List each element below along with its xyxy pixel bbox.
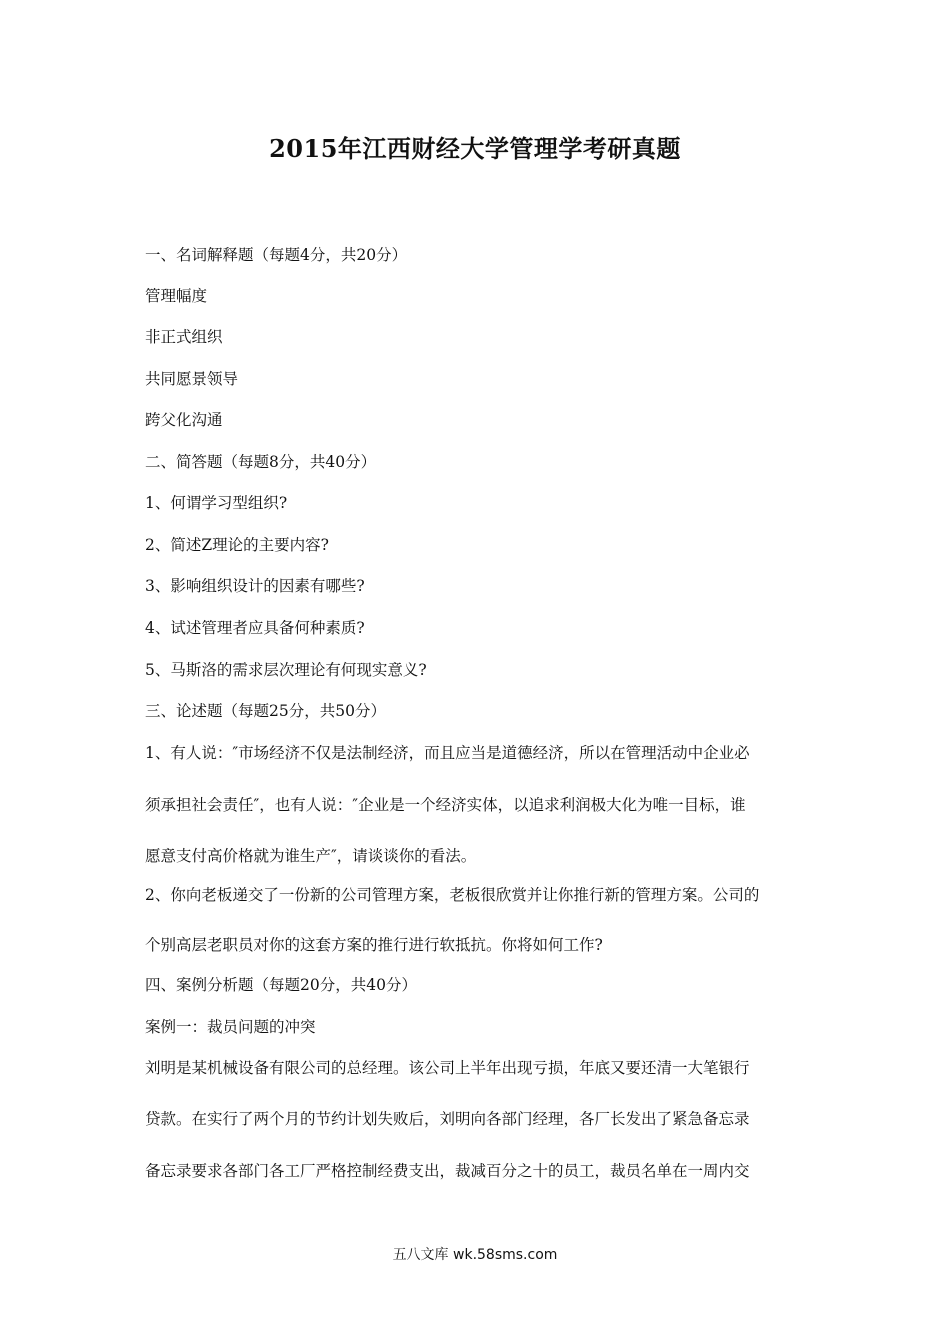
text-line: 5、马斯洛的需求层次理论有何现实意义? (145, 661, 427, 679)
text-line: 个别高层老职员对你的这套方案的推行进行软抵抗。你将如何工作? (145, 936, 603, 954)
text-line: 4、试述管理者应具备何种素质? (145, 619, 365, 637)
text-line: 跨父化沟通 (145, 411, 223, 429)
text-line: 案例一：裁员问题的冲突 (145, 1018, 316, 1036)
text-line: 管理幅度 (145, 287, 208, 305)
section-heading-terms: 一、名词解释题（每题4分，共20分） (145, 246, 408, 264)
text-line: 1、何谓学习型组织? (145, 494, 288, 512)
text-line: 备忘录要求各部门各工厂严格控制经费支出，裁减百分之十的员工，裁员名单在一周内交 (145, 1162, 750, 1180)
section-heading-essay: 三、论述题（每题25分，共50分） (145, 702, 386, 720)
text-line: 贷款。在实行了两个月的节约计划失败后，刘明向各部门经理，各厂长发出了紧急备忘录 (145, 1110, 750, 1128)
text-line: 3、影响组织设计的因素有哪些? (145, 577, 365, 595)
footer-watermark: 五八文库 wk.58sms.com (392, 1247, 558, 1263)
text-line: 共同愿景领导 (145, 370, 239, 388)
text-line: 1、有人说：″市场经济不仅是法制经济，而且应当是道德经济，所以在管理活动中企业必 (145, 744, 750, 762)
document-title: 2015年江西财经大学管理学考研真题 (269, 134, 681, 163)
section-heading-short-answer: 二、简答题（每题8分，共40分） (145, 453, 377, 471)
text-line: 2、简述Z理论的主要内容? (145, 536, 329, 554)
text-line: 刘明是某机械设备有限公司的总经理。该公司上半年出现亏损，年底又要还清一大笔银行 (145, 1059, 750, 1077)
text-line: 须承担社会责任″，也有人说：″企业是一个经济实体，以追求利润极大化为唯一目标，谁 (145, 796, 746, 814)
section-heading-case-analysis: 四、案例分析题（每题20分，共40分） (145, 976, 417, 994)
text-line: 非正式组织 (145, 328, 223, 346)
text-line: 愿意支付高价格就为谁生产″，请谈谈你的看法。 (145, 847, 477, 865)
text-line: 2、你向老板递交了一份新的公司管理方案，老板很欣赏并让你推行新的管理方案。公司的 (145, 886, 760, 904)
